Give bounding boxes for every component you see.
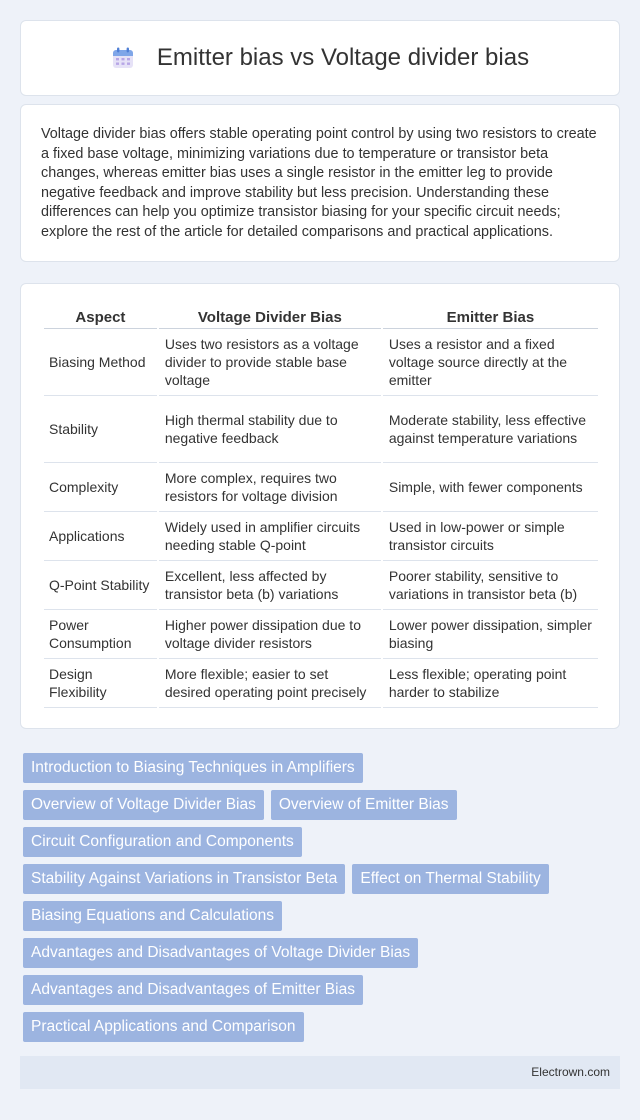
- row-voltage-divider: Uses two resistors as a voltage divider to provide stable base voltage: [159, 329, 381, 396]
- page-title: Emitter bias vs Voltage divider bias: [156, 44, 530, 71]
- table-row: [44, 329, 598, 396]
- title-card: [20, 20, 620, 96]
- tag-advantages-emitter[interactable]: Advantages and Disadvantages of Emitter Bias: [23, 975, 363, 1005]
- topic-tags: [23, 753, 603, 1049]
- row-voltage-divider: Widely used in amplifier circuits needing stable Q-point: [159, 512, 381, 561]
- row-aspect: Biasing Method: [44, 329, 157, 396]
- comparison-card: [20, 283, 620, 729]
- tag-overview-voltage-divider[interactable]: Overview of Voltage Divider Bias: [23, 790, 264, 820]
- row-emitter: Simple, with fewer components: [383, 463, 598, 512]
- tag-stability-beta[interactable]: Stability Against Variations in Transistor Beta: [23, 864, 345, 894]
- header-voltage-divider-bias: Voltage Divider Bias: [159, 304, 381, 329]
- row-emitter: Used in low-power or simple transistor circuits: [383, 512, 598, 561]
- row-voltage-divider: Excellent, less affected by transistor beta (b) variations: [159, 561, 381, 610]
- row-aspect: Power Consumption: [44, 610, 157, 659]
- table-header-row: [44, 304, 598, 329]
- table-row: [44, 610, 598, 659]
- row-voltage-divider: More complex, requires two resistors for voltage division: [159, 463, 381, 512]
- tag-circuit-configuration[interactable]: Circuit Configuration and Components: [23, 827, 302, 857]
- footer-site[interactable]: Electrown.com: [531, 1065, 610, 1079]
- tag-thermal-stability[interactable]: Effect on Thermal Stability: [352, 864, 548, 894]
- intro-paragraph: Voltage divider bias offers stable operating point control by using two resistors to create a fixed base voltage, minimizing variations due to temperature or transistor beta changes, whereas emitter bias uses a single resistor in the emitter leg to provide negative feedback and improve stability but less precision. Understanding these differences can help you optimize transistor biasing for your specific circuit needs; explore the rest of the article for detailed comparisons and practical applications.: [41, 126, 597, 240]
- intro-card: [20, 104, 620, 262]
- row-voltage-divider: High thermal stability due to negative feedback: [159, 396, 381, 463]
- table-row: [44, 512, 598, 561]
- row-emitter: Uses a resistor and a fixed voltage source directly at the emitter: [383, 329, 598, 396]
- header-emitter-bias: Emitter Bias: [383, 304, 598, 329]
- row-aspect: Design Flexibility: [44, 659, 157, 708]
- tag-advantages-voltage-divider[interactable]: Advantages and Disadvantages of Voltage Divider Bias: [23, 938, 418, 968]
- row-emitter: Poorer stability, sensitive to variations in transistor beta (b): [383, 561, 598, 610]
- tag-biasing-equations[interactable]: Biasing Equations and Calculations: [23, 901, 282, 931]
- row-emitter: Lower power dissipation, simpler biasing: [383, 610, 598, 659]
- header-aspect: Aspect: [44, 304, 157, 329]
- row-emitter: Less flexible; operating point harder to stabilize: [383, 659, 598, 708]
- table-row: [44, 561, 598, 610]
- row-voltage-divider: More flexible; easier to set desired operating point precisely: [159, 659, 381, 708]
- calendar-icon: [111, 46, 135, 70]
- row-aspect: Q-Point Stability: [44, 561, 157, 610]
- table-row: [44, 463, 598, 512]
- tag-practical-applications[interactable]: Practical Applications and Comparison: [23, 1012, 304, 1042]
- row-aspect: Stability: [44, 396, 157, 463]
- row-voltage-divider: Higher power dissipation due to voltage divider resistors: [159, 610, 381, 659]
- row-emitter: Moderate stability, less effective against temperature variations: [383, 396, 598, 463]
- table-row: [44, 659, 598, 708]
- table-row: [44, 396, 598, 463]
- tag-introduction[interactable]: Introduction to Biasing Techniques in Amplifiers: [23, 753, 363, 783]
- row-aspect: Complexity: [44, 463, 157, 512]
- tag-overview-emitter[interactable]: Overview of Emitter Bias: [271, 790, 457, 820]
- row-aspect: Applications: [44, 512, 157, 561]
- footer: [20, 1056, 620, 1089]
- comparison-table: [42, 304, 600, 708]
